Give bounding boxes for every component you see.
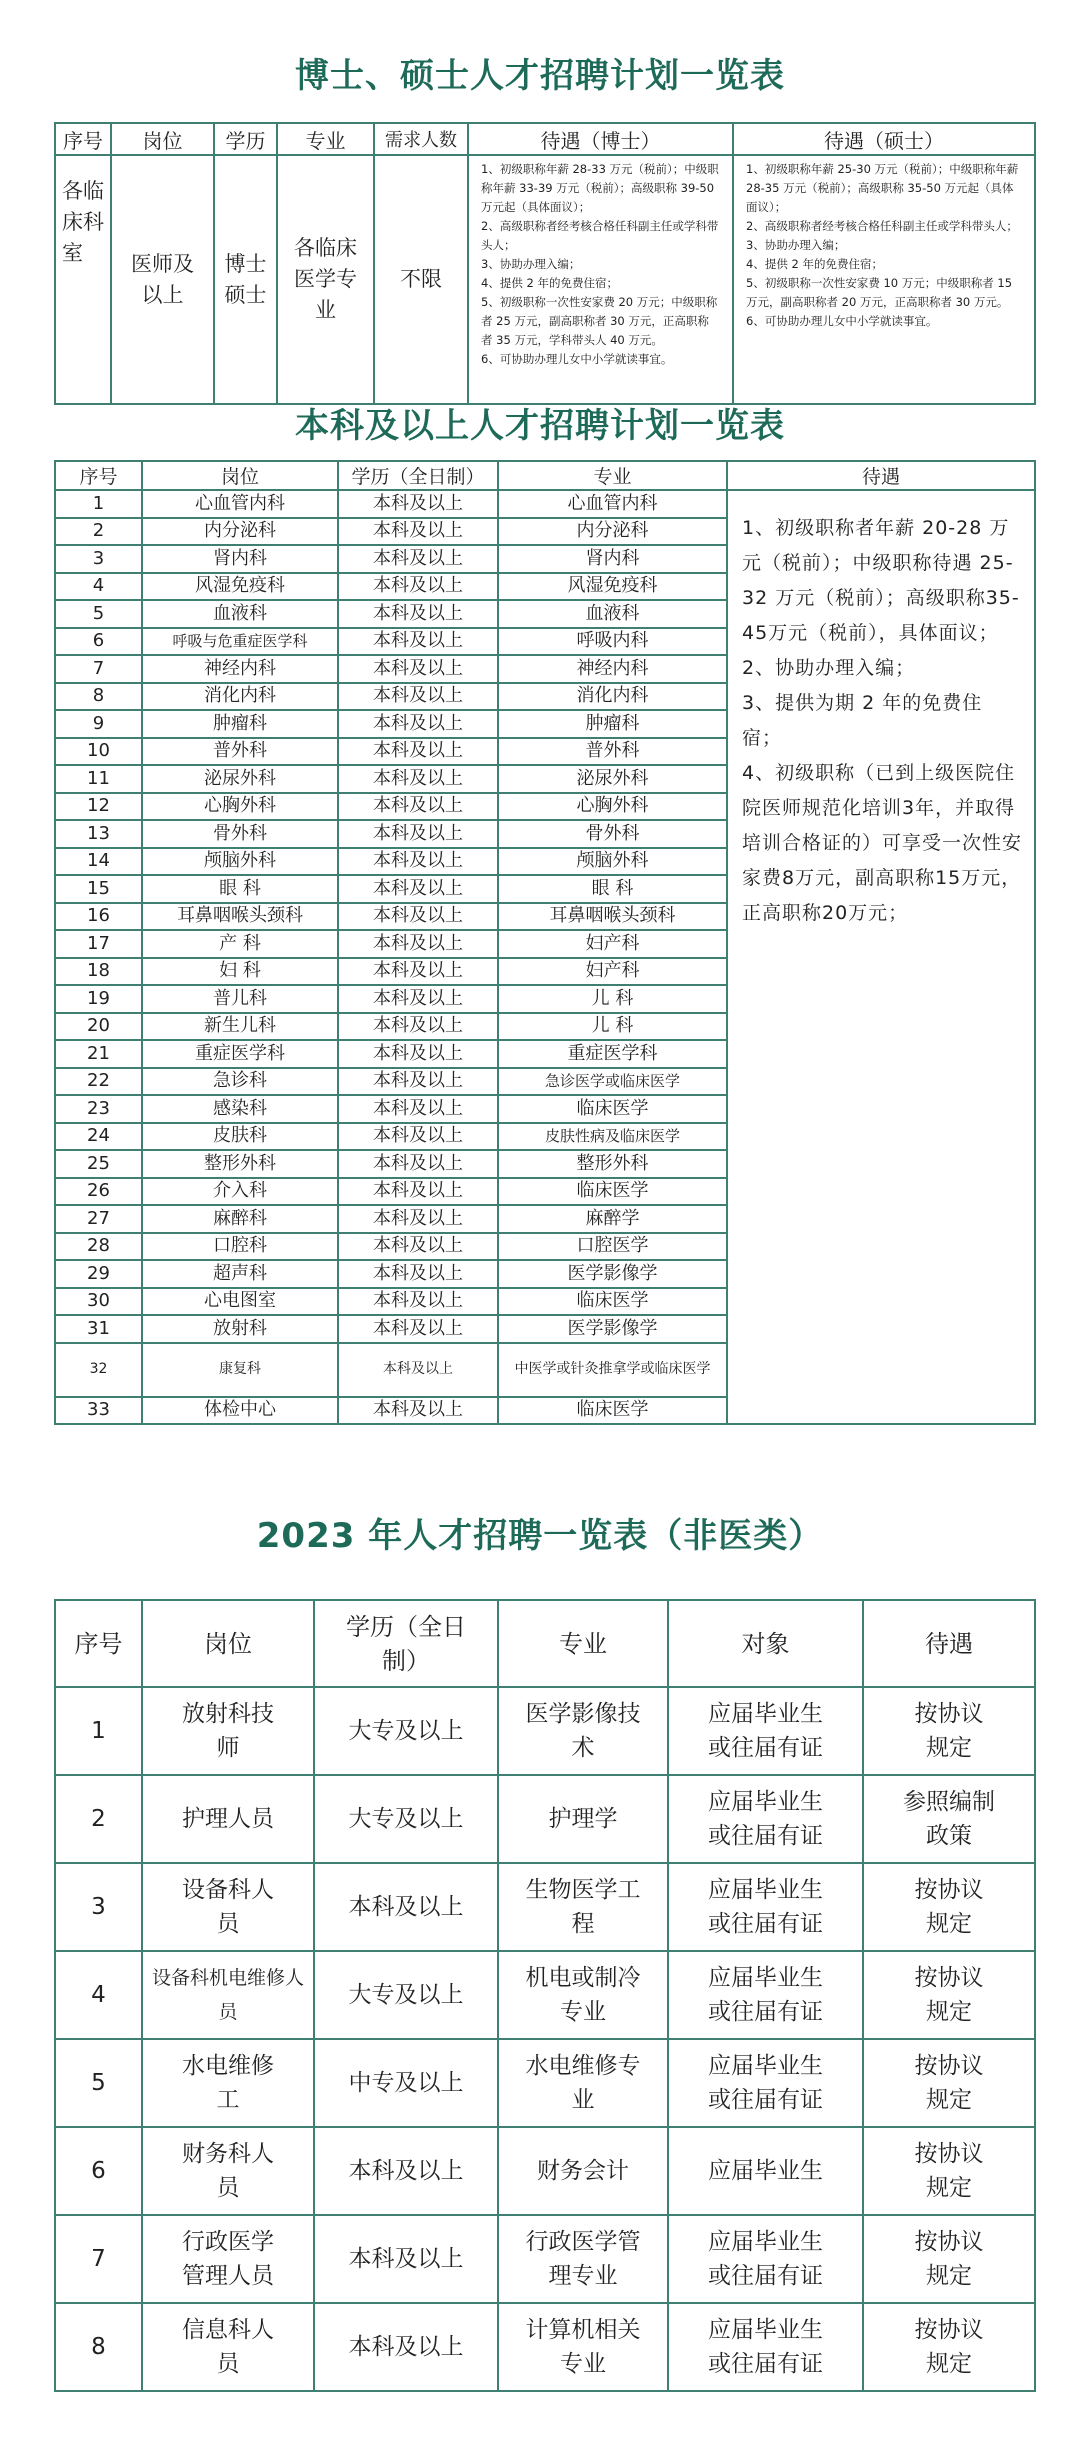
cell-position-text: 财务科人员 — [182, 2141, 274, 2201]
cell-major: 神经内科 — [498, 655, 727, 683]
cell-target-text: 应届毕业生 — [708, 2158, 823, 2184]
cell-benefits-text: 参照编制政策 — [903, 1789, 995, 1849]
cell-major: 整形外科 — [498, 1150, 727, 1178]
cell-benefits — [863, 2215, 1035, 2303]
cell-seq: 3 — [55, 545, 142, 573]
cell-seq: 2 — [55, 518, 142, 546]
cell-position — [142, 1951, 314, 2039]
cell-benefits — [863, 2303, 1035, 2391]
cell-seq: 25 — [55, 1150, 142, 1178]
cell-seq: 23 — [55, 1095, 142, 1123]
header-major: 专业 — [498, 461, 727, 490]
cell-position: 麻醉科 — [142, 1205, 338, 1233]
cell-position: 耳鼻咽喉头颈科 — [142, 903, 338, 931]
cell-education: 本科及以上 — [338, 545, 498, 573]
non-medical-table-title: 2023 年人才招聘一览表（非医类） — [256, 1516, 824, 1556]
benefit-item: 6、可协助办理儿女中小学就读事宜。 — [481, 352, 673, 366]
cell-position: 超声科 — [142, 1260, 338, 1288]
cell-seq-text: 2 — [91, 1806, 106, 1832]
benefit-item: 4、初级职称（已到上级医院住院医师规范化培训3年，并取得培训合格证的）可享受一次性安家费8万元，副高职称15万元，正高职称20万元； — [742, 762, 1023, 924]
cell-target-text: 应届毕业生或往届有证 — [708, 1877, 823, 1937]
cell-position: 泌尿外科 — [142, 765, 338, 793]
cell-major — [498, 1687, 668, 1775]
header-target: 对象 — [668, 1600, 863, 1687]
benefit-item: 5、初级职称一次性安家费 20 万元；中级职称者 25 万元，副高职称者 30 万元，正高职称者 35 万元，学科带头人 40 万元。 — [481, 295, 718, 347]
cell-education-text: 大专及以上 — [348, 1718, 464, 1744]
table-header-row — [55, 123, 1035, 155]
cell-seq — [55, 2039, 142, 2127]
cell-major: 消化内科 — [498, 683, 727, 711]
cell-major: 耳鼻咽喉头颈科 — [498, 903, 727, 931]
cell-major: 血液科 — [498, 600, 727, 628]
cell-position: 急诊科 — [142, 1068, 338, 1096]
table-row — [55, 2039, 1035, 2127]
header-seq: 序号 — [55, 1600, 142, 1687]
cell-seq-text: 6 — [91, 2158, 106, 2184]
cell-seq: 31 — [55, 1315, 142, 1343]
cell-major — [498, 2127, 668, 2215]
cell-major: 儿 科 — [498, 1013, 727, 1041]
cell-seq-text: 3 — [91, 1894, 106, 1920]
cell-benefits — [863, 1775, 1035, 1863]
table-row — [55, 1863, 1035, 1951]
cell-education: 本科及以上 — [338, 903, 498, 931]
cell-seq: 17 — [55, 930, 142, 958]
cell-major: 急诊医学或临床医学 — [498, 1068, 727, 1096]
cell-major: 临床医学 — [498, 1397, 727, 1425]
cell-position: 内分泌科 — [142, 518, 338, 546]
cell-seq: 19 — [55, 985, 142, 1013]
cell-position: 呼吸与危重症医学科 — [142, 628, 338, 656]
header-seq: 序号 — [55, 461, 142, 490]
cell-target-text: 应届毕业生或往届有证 — [708, 2317, 823, 2377]
cell-seq: 30 — [55, 1288, 142, 1316]
cell-major — [498, 2303, 668, 2391]
cell-seq: 15 — [55, 875, 142, 903]
header-education — [314, 1600, 498, 1687]
cell-target-text: 应届毕业生或往届有证 — [708, 1965, 823, 2025]
cell-education — [314, 2303, 498, 2391]
cell-target — [668, 2127, 863, 2215]
undergrad-table-title: 本科及以上人才招聘计划一览表 — [295, 406, 785, 446]
cell-major-text: 生物医学工程 — [525, 1877, 641, 1937]
cell-major: 中医学或针灸推拿学或临床医学 — [498, 1343, 727, 1397]
header-position: 岗位 — [111, 123, 214, 155]
cell-education — [314, 2039, 498, 2127]
cell-major: 医学影像学 — [498, 1315, 727, 1343]
cell-benefits-text: 按协议规定 — [914, 1877, 984, 1937]
cell-seq-text: 5 — [91, 2070, 106, 2096]
benefit-item: 6、可协助办理儿女中小学就读事宜。 — [746, 314, 938, 328]
cell-position: 心血管内科 — [142, 490, 338, 518]
cell-major: 口腔医学 — [498, 1233, 727, 1261]
benefit-item: 1、初级职称者年薪 20-28 万元（税前）；中级职称待遇 25-32 万元（税前）；高级职称35-45万元（税前），具体面议； — [742, 517, 1020, 644]
table-row — [55, 155, 1035, 404]
cell-target — [668, 1775, 863, 1863]
cell-benefits-text: 按协议规定 — [914, 1701, 984, 1761]
cell-education: 本科及以上 — [338, 573, 498, 601]
cell-education: 本科及以上 — [338, 1150, 498, 1178]
cell-target-text: 应届毕业生或往届有证 — [708, 2229, 823, 2289]
benefit-item: 2、高级职称者经考核合格任科副主任或学科带头人； — [746, 219, 1018, 233]
cell-position-text: 设备科人员 — [182, 1877, 274, 1937]
cell-position-text: 行政医学管理人员 — [182, 2229, 274, 2289]
cell-position: 普儿科 — [142, 985, 338, 1013]
cell-major: 临床医学 — [498, 1288, 727, 1316]
cell-seq — [55, 1863, 142, 1951]
cell-target-text: 应届毕业生或往届有证 — [708, 2053, 823, 2113]
cell-target — [668, 1863, 863, 1951]
header-position: 岗位 — [142, 461, 338, 490]
cell-target — [668, 2215, 863, 2303]
benefit-item: 1、初级职称年薪 28-33 万元（税前）；中级职称年薪 33-39 万元（税前）；高级职称 39-50 万元起（具体面议）； — [481, 162, 719, 214]
cell-major: 眼 科 — [498, 875, 727, 903]
cell-education: 本科及以上 — [338, 1288, 498, 1316]
table-row — [55, 1951, 1035, 2039]
benefit-item: 1、初级职称年薪 25-30 万元（税前）；中级职称年薪 28-35 万元（税前）；高级职称 35-50 万元起（具体面议）； — [746, 162, 1019, 214]
cell-seq: 20 — [55, 1013, 142, 1041]
cell-major: 儿 科 — [498, 985, 727, 1013]
cell-education: 本科及以上 — [338, 1068, 498, 1096]
cell-major-text: 护理学 — [548, 1806, 618, 1832]
cell-benefits — [863, 1687, 1035, 1775]
cell-education — [314, 1863, 498, 1951]
cell-position: 介入科 — [142, 1178, 338, 1206]
cell-education: 本科及以上 — [338, 958, 498, 986]
cell-position: 心胸外科 — [142, 793, 338, 821]
cell-education: 本科及以上 — [338, 765, 498, 793]
table-row — [55, 2303, 1035, 2391]
cell-position-text: 设备科机电维修人员 — [151, 1967, 304, 2023]
cell-seq — [55, 1951, 142, 2039]
cell-education: 本科及以上 — [338, 875, 498, 903]
cell-seq: 8 — [55, 683, 142, 711]
header-benefits-master: 待遇（硕士） — [733, 123, 1035, 155]
cell-seq: 10 — [55, 738, 142, 766]
cell-major-text: 医学影像技术 — [525, 1701, 641, 1761]
cell-education — [314, 2127, 498, 2215]
cell-major: 心胸外科 — [498, 793, 727, 821]
cell-seq: 18 — [55, 958, 142, 986]
cell-benefits-text: 按协议规定 — [914, 2317, 984, 2377]
cell-position: 心电图室 — [142, 1288, 338, 1316]
cell-education — [314, 2215, 498, 2303]
table-header-row — [55, 461, 1035, 490]
header-major: 专业 — [498, 1600, 668, 1687]
cell-position: 神经内科 — [142, 655, 338, 683]
cell-major-text: 机电或制冷专业 — [525, 1965, 641, 2025]
header-major: 专业 — [277, 123, 374, 155]
cell-seq: 27 — [55, 1205, 142, 1233]
cell-benefits-text: 按协议规定 — [914, 2229, 984, 2289]
table-row — [55, 1687, 1035, 1775]
cell-position: 整形外科 — [142, 1150, 338, 1178]
cell-benefits — [863, 2039, 1035, 2127]
cell-major: 普外科 — [498, 738, 727, 766]
cell-seq: 33 — [55, 1397, 142, 1425]
benefit-item: 4、提供 2 年的免费住宿； — [746, 257, 883, 271]
cell-position-text: 水电维修工 — [182, 2053, 274, 2113]
cell-education — [314, 1687, 498, 1775]
cell-seq: 28 — [55, 1233, 142, 1261]
cell-education: 本科及以上 — [338, 985, 498, 1013]
header-education-label: 学历（全日制） — [346, 1612, 466, 1675]
cell-seq: 14 — [55, 848, 142, 876]
cell-education: 本科及以上 — [338, 1343, 498, 1397]
table-header-row — [55, 1600, 1035, 1687]
table-row — [55, 2127, 1035, 2215]
cell-education: 本科及以上 — [338, 1205, 498, 1233]
cell-seq: 24 — [55, 1123, 142, 1151]
cell-seq: 7 — [55, 655, 142, 683]
cell-education: 本科及以上 — [338, 1315, 498, 1343]
cell-seq: 22 — [55, 1068, 142, 1096]
cell-major-text: 财务会计 — [537, 2158, 629, 2184]
cell-position-text: 护理人员 — [182, 1806, 274, 1832]
cell-seq: 4 — [55, 573, 142, 601]
cell-position: 口腔科 — [142, 1233, 338, 1261]
cell-benefits-text: 按协议规定 — [914, 1965, 984, 2025]
cell-major — [498, 1863, 668, 1951]
cell-benefits — [727, 490, 1035, 1424]
cell-position-text: 放射科技师 — [182, 1701, 274, 1761]
cell-position: 康复科 — [142, 1343, 338, 1397]
cell-position: 妇 科 — [142, 958, 338, 986]
cell-education: 本科及以上 — [338, 848, 498, 876]
cell-target — [668, 1687, 863, 1775]
cell-major: 泌尿外科 — [498, 765, 727, 793]
cell-seq: 11 — [55, 765, 142, 793]
cell-seq — [55, 2215, 142, 2303]
cell-education: 本科及以上 — [338, 655, 498, 683]
cell-education: 本科及以上 — [338, 1095, 498, 1123]
header-seq: 序号 — [55, 123, 111, 155]
cell-education-text: 大专及以上 — [348, 1806, 464, 1832]
cell-major-text: 行政医学管理专业 — [525, 2229, 641, 2289]
cell-education: 本科及以上 — [338, 1040, 498, 1068]
cell-seq-text: 7 — [91, 2246, 106, 2272]
cell-major — [498, 2039, 668, 2127]
cell-major — [498, 1775, 668, 1863]
cell-position — [142, 2039, 314, 2127]
cell-education: 本科及以上 — [338, 1178, 498, 1206]
cell-seq: 6 — [55, 628, 142, 656]
cell-seq: 9 — [55, 710, 142, 738]
header-position: 岗位 — [142, 1600, 314, 1687]
cell-position: 肿瘤科 — [142, 710, 338, 738]
header-benefits: 待遇 — [863, 1600, 1035, 1687]
cell-seq: 29 — [55, 1260, 142, 1288]
cell-seq: 1 — [55, 490, 142, 518]
phd-master-recruitment-table — [54, 122, 1036, 405]
cell-education: 本科及以上 — [338, 793, 498, 821]
cell-seq: 32 — [55, 1343, 142, 1397]
benefit-item: 2、协助办理入编； — [742, 657, 916, 679]
cell-education-text: 本科及以上 — [348, 2158, 464, 2184]
cell-target-text: 应届毕业生或往届有证 — [708, 1789, 823, 1849]
benefit-item: 2、高级职称者经考核合格任科副主任或学科带头人； — [481, 219, 719, 252]
cell-education-text: 大专及以上 — [348, 1982, 464, 2008]
benefit-item: 3、协助办理入编； — [746, 238, 846, 252]
cell-benefits-text: 按协议规定 — [914, 2053, 984, 2113]
cell-education: 本科及以上 — [338, 1233, 498, 1261]
cell-major: 重症医学科 — [498, 1040, 727, 1068]
cell-seq-text: 4 — [91, 1982, 106, 2008]
cell-education: 本科及以上 — [338, 600, 498, 628]
cell-seq: 13 — [55, 820, 142, 848]
cell-seq: 21 — [55, 1040, 142, 1068]
cell-target — [668, 2039, 863, 2127]
cell-seq: 12 — [55, 793, 142, 821]
cell-education-text: 本科及以上 — [348, 2246, 464, 2272]
cell-position: 放射科 — [142, 1315, 338, 1343]
cell-major: 临床医学 — [498, 1178, 727, 1206]
cell-benefits — [863, 1951, 1035, 2039]
header-benefits: 待遇 — [727, 461, 1035, 490]
cell-major: 医学影像学 — [498, 1260, 727, 1288]
cell-position — [142, 2127, 314, 2215]
cell-position: 血液科 — [142, 600, 338, 628]
cell-major: 肿瘤科 — [498, 710, 727, 738]
cell-major: 颅脑外科 — [498, 848, 727, 876]
cell-education: 本科及以上 — [338, 738, 498, 766]
cell-target — [668, 2303, 863, 2391]
cell-education — [314, 1775, 498, 1863]
cell-education — [314, 1951, 498, 2039]
cell-benefits-text: 按协议规定 — [914, 2141, 984, 2201]
cell-seq — [55, 1775, 142, 1863]
cell-major: 内分泌科 — [498, 518, 727, 546]
cell-position: 风湿免疫科 — [142, 573, 338, 601]
cell-position: 体检中心 — [142, 1397, 338, 1425]
cell-major: 心血管内科 — [498, 490, 727, 518]
cell-education: 本科及以上 — [338, 820, 498, 848]
cell-major-text: 计算机相关专业 — [525, 2317, 641, 2377]
header-benefits-phd: 待遇（博士） — [468, 123, 733, 155]
header-education: 学历（全日制） — [338, 461, 498, 490]
cell-position — [142, 1687, 314, 1775]
cell-benefits — [863, 2127, 1035, 2215]
cell-position: 普外科 — [142, 738, 338, 766]
cell-seq: 各临床科室 — [55, 155, 111, 404]
cell-position — [142, 1863, 314, 1951]
cell-seq: 16 — [55, 903, 142, 931]
header-count: 需求人数 — [374, 123, 468, 155]
cell-position — [142, 2303, 314, 2391]
cell-major: 临床医学 — [498, 1095, 727, 1123]
cell-target — [668, 1951, 863, 2039]
cell-education: 本科及以上 — [338, 1123, 498, 1151]
cell-education: 本科及以上 — [338, 490, 498, 518]
cell-position-text: 信息科人员 — [182, 2317, 274, 2377]
cell-seq — [55, 2127, 142, 2215]
non-medical-recruitment-table — [54, 1599, 1036, 2392]
cell-major: 妇产科 — [498, 958, 727, 986]
cell-benefits-phd — [468, 155, 733, 404]
cell-major: 妇产科 — [498, 930, 727, 958]
cell-count: 不限 — [374, 155, 468, 404]
cell-education: 本科及以上 — [338, 628, 498, 656]
cell-education-text: 本科及以上 — [348, 1894, 464, 1920]
table-row — [55, 490, 1035, 518]
cell-target-text: 应届毕业生或往届有证 — [708, 1701, 823, 1761]
cell-seq — [55, 2303, 142, 2391]
cell-major: 风湿免疫科 — [498, 573, 727, 601]
cell-education: 本科及以上 — [338, 518, 498, 546]
cell-seq: 5 — [55, 600, 142, 628]
cell-education: 本科及以上 — [338, 710, 498, 738]
cell-major: 麻醉学 — [498, 1205, 727, 1233]
cell-position — [142, 2215, 314, 2303]
cell-position: 产 科 — [142, 930, 338, 958]
benefit-item: 3、协助办理入编； — [481, 257, 581, 271]
table-row — [55, 1775, 1035, 1863]
phd-master-table-title: 博士、硕士人才招聘计划一览表 — [295, 56, 785, 96]
cell-position: 颅脑外科 — [142, 848, 338, 876]
cell-position: 眼 科 — [142, 875, 338, 903]
cell-education: 本科及以上 — [338, 930, 498, 958]
cell-major: 肾内科 — [498, 545, 727, 573]
cell-education: 本科及以上 — [338, 1397, 498, 1425]
cell-education: 本科及以上 — [338, 1013, 498, 1041]
cell-major: 各临床医学专业 — [277, 155, 374, 404]
cell-major — [498, 1951, 668, 2039]
cell-education: 本科及以上 — [338, 683, 498, 711]
cell-position — [142, 1775, 314, 1863]
cell-seq-text: 1 — [91, 1718, 106, 1744]
cell-seq-text: 8 — [91, 2334, 106, 2360]
benefit-item: 3、提供为期 2 年的免费住宿； — [742, 692, 983, 749]
undergrad-recruitment-table — [54, 460, 1036, 1425]
cell-benefits — [863, 1863, 1035, 1951]
cell-education-text: 本科及以上 — [348, 2334, 464, 2360]
cell-position: 感染科 — [142, 1095, 338, 1123]
cell-major: 呼吸内科 — [498, 628, 727, 656]
cell-position: 皮肤科 — [142, 1123, 338, 1151]
cell-position: 骨外科 — [142, 820, 338, 848]
cell-position: 重症医学科 — [142, 1040, 338, 1068]
cell-position: 新生儿科 — [142, 1013, 338, 1041]
header-education: 学历 — [214, 123, 277, 155]
cell-position: 消化内科 — [142, 683, 338, 711]
benefit-item: 4、提供 2 年的免费住宿； — [481, 276, 618, 290]
cell-education: 本科及以上 — [338, 1260, 498, 1288]
cell-benefits-master — [733, 155, 1035, 404]
cell-position: 肾内科 — [142, 545, 338, 573]
cell-major: 皮肤性病及临床医学 — [498, 1123, 727, 1151]
cell-position: 医师及以上 — [111, 155, 214, 404]
cell-major — [498, 2215, 668, 2303]
cell-education-text: 中专及以上 — [348, 2070, 464, 2096]
cell-seq: 26 — [55, 1178, 142, 1206]
cell-major-text: 水电维修专业 — [525, 2053, 641, 2113]
cell-major: 骨外科 — [498, 820, 727, 848]
cell-seq — [55, 1687, 142, 1775]
benefit-item: 5、初级职称一次性安家费 10 万元；中级职称者 15 万元，副高职称者 20 万元，正高职称者 30 万元。 — [746, 276, 1013, 309]
cell-education: 博士硕士 — [214, 155, 277, 404]
table-row — [55, 2215, 1035, 2303]
